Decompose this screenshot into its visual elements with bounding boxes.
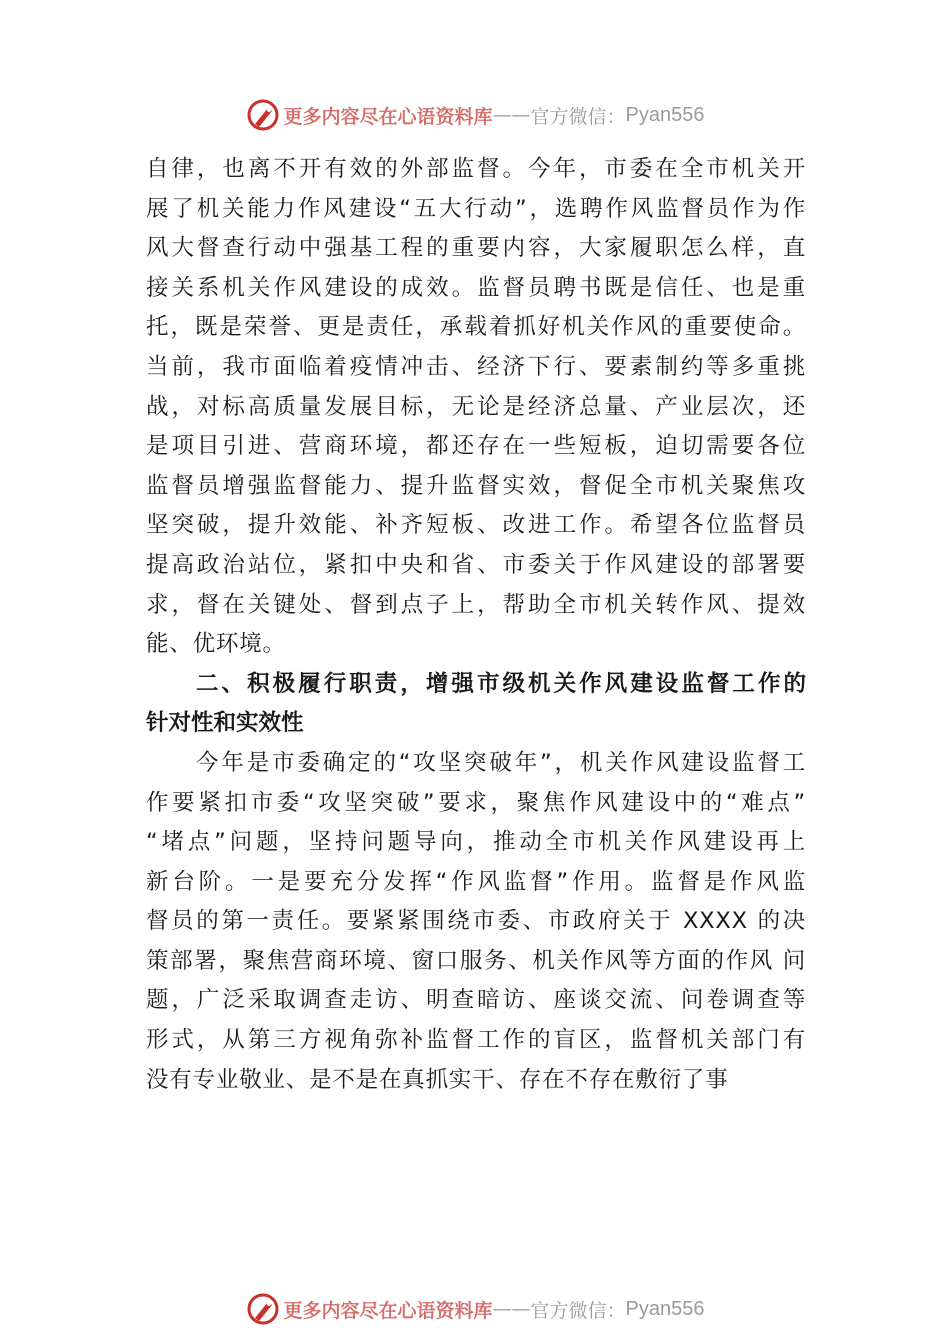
body-line: 题，广泛采取调查走访、明查暗访、座谈交流、问卷调查等 <box>146 987 806 1014</box>
document-body <box>146 150 806 1100</box>
banner-dash: —— <box>492 104 531 126</box>
body-line: 接关系机关作风建设的成效。监督员聘书既是信任、也是重 <box>146 274 806 301</box>
body-line: 托，既是荣誉、更是责任，承载着抓好机关作风的重要使命。 <box>146 314 806 341</box>
banner-wechat-label: 官方微信： <box>530 105 626 128</box>
body-line: 能、优环境。 <box>146 631 286 658</box>
header-watermark-banner <box>0 95 950 135</box>
banner-brand-text: 更多内容尽在心语资料库 <box>283 105 493 128</box>
body-line: 没有专业敬业、是不是在真抓实干、存在不存在敷衍了事 <box>146 1066 729 1093</box>
pen-nib-logo-icon <box>246 98 280 132</box>
body-line: 形式，从第三方视角弥补监督工作的盲区，监督机关部门有 <box>146 1027 806 1054</box>
body-line: 是项目引进、营商环境，都还存在一些短板，迫切需要各位 <box>146 433 806 460</box>
body-line: 风大督查行动中强基工程的重要内容，大家履职怎么样，直 <box>146 235 806 262</box>
banner-brand-text: 更多内容尽在心语资料库 <box>283 1299 493 1322</box>
section-heading-line-1: 二、积极履行职责，增强市级机关作风建设监督工作的 <box>196 670 806 697</box>
body-line: 当前，我市面临着疫情冲击、经济下行、要素制约等多重挑 <box>146 353 806 380</box>
body-line: 今年是市委确定的“攻坚突破年”，机关作风建设监督工 <box>196 749 806 776</box>
banner-wechat-label: 官方微信： <box>530 1299 626 1322</box>
banner-wechat-id: Pyan556 <box>625 103 705 126</box>
body-line: 展了机关能力作风建设“五大行动”，选聘作风监督员作为作 <box>146 195 806 222</box>
body-line: 自律，也离不开有效的外部监督。今年，市委在全市机关开 <box>146 156 806 182</box>
body-line: “堵点”问题，坚持问题导向，推动全市机关作风建设再上 <box>146 829 806 856</box>
pen-nib-logo-icon <box>246 1292 280 1326</box>
banner-wechat-id: Pyan556 <box>625 1297 705 1320</box>
section-heading-line-2: 针对性和实效性 <box>146 710 304 737</box>
body-line: 求，督在关键处、督到点子上，帮助全市机关转作风、提效 <box>146 591 806 618</box>
body-line: 监督员增强监督能力、提升监督实效，督促全市机关聚焦攻 <box>146 472 806 499</box>
body-line: 坚突破，提升效能、补齐短板、改进工作。希望各位监督员 <box>146 512 806 539</box>
banner-dash: —— <box>492 1298 531 1320</box>
body-line: 新台阶。一是要充分发挥“作风监督”作用。监督是作风监 <box>146 868 806 895</box>
body-line: 督员的第一责任。要紧紧围绕市委、市政府关于 XXXX 的决 <box>146 908 806 935</box>
body-line: 战，对标高质量发展目标，无论是经济总量、产业层次，还 <box>146 393 806 420</box>
body-line: 策部署，聚焦营商环境、窗口服务、机关作风等方面的作风 问 <box>146 947 806 974</box>
footer-watermark-banner <box>0 1289 950 1329</box>
body-line: 提高政治站位，紧扣中央和省、市委关于作风建设的部署要 <box>146 551 806 578</box>
body-line: 作要紧扣市委“攻坚突破”要求，聚焦作风建设中的“难点” <box>146 789 806 816</box>
